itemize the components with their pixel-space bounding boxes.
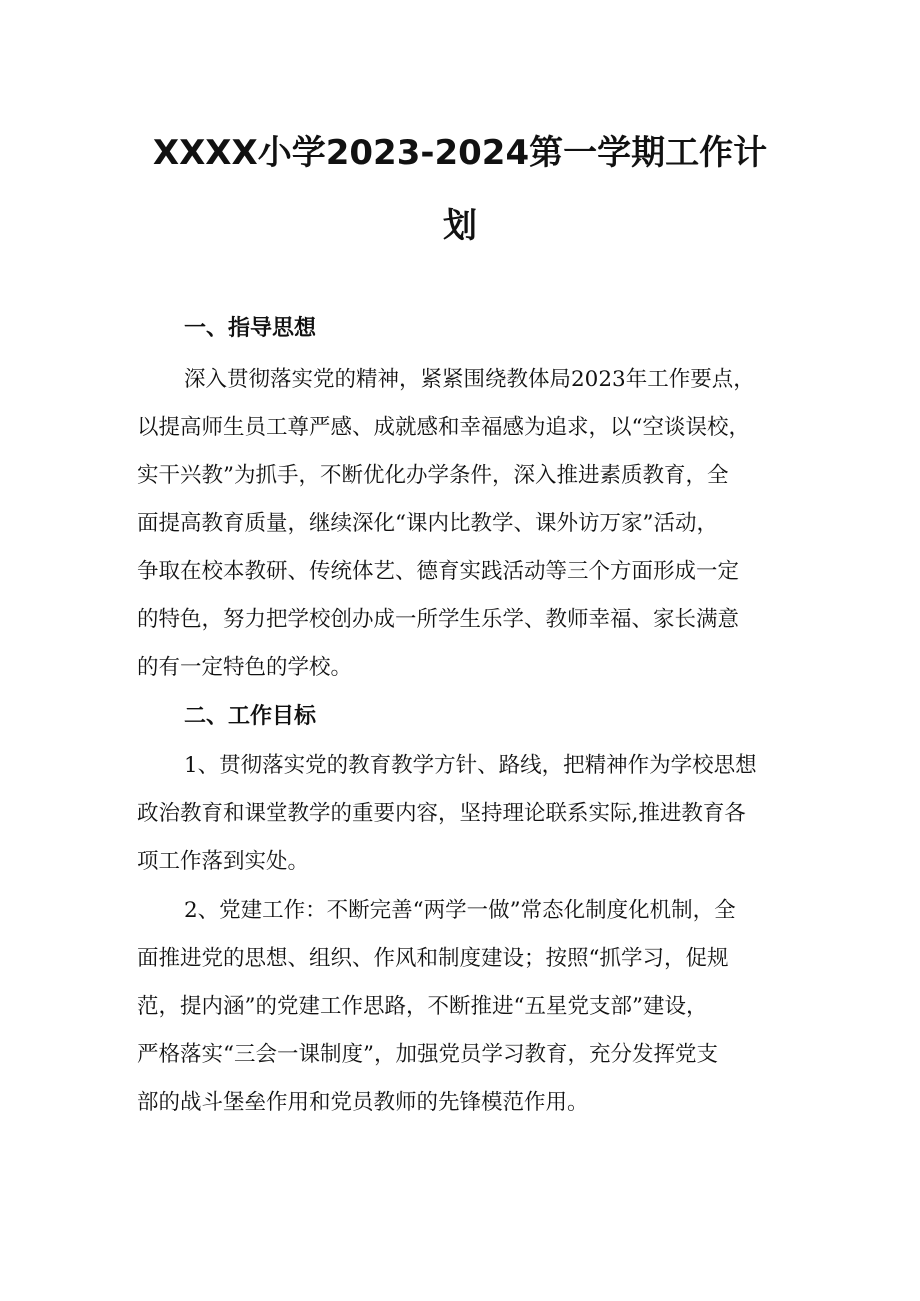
paragraph-line: 争取在校本教研、传统体艺、德育实践活动等三个方面形成一定 bbox=[137, 559, 740, 584]
paragraph-line: 严格落实“三会一课制度”，加强党员学习教育，充分发挥党支 bbox=[137, 1042, 718, 1067]
document-title-line-1: XXXX小学2023-2024第一学期工作计 bbox=[152, 133, 768, 173]
paragraph-line: 面推进党的思想、组织、作风和制度建设；按照“抓学习，促规 bbox=[137, 946, 729, 971]
paragraph-line: 面提高教育质量，继续深化“课内比教学、课外访万家”活动， bbox=[137, 511, 718, 536]
paragraph-line: 以提高师生员工尊严感、成就感和幸福感为追求，以“空谈误校， bbox=[137, 415, 750, 440]
section-heading-guiding-thought: 一、指导思想 bbox=[184, 316, 317, 341]
section-heading-work-goals: 二、工作目标 bbox=[184, 704, 317, 729]
paragraph-line: 项工作落到实处。 bbox=[137, 849, 310, 874]
paragraph-line: 2、党建工作：不断完善“两学一做”常态化制度化机制，全 bbox=[184, 898, 736, 923]
paragraph-line: 1、贯彻落实党的教育教学方针、路线，把精神作为学校思想 bbox=[184, 753, 757, 778]
paragraph-line: 的特色，努力把学校创办成一所学生乐学、教师幸福、家长满意 bbox=[137, 607, 740, 632]
paragraph-line: 部的战斗堡垒作用和党员教师的先锋模范作用。 bbox=[137, 1090, 589, 1115]
paragraph-line: 政治教育和课堂教学的重要内容，坚持理论联系实际,推进教育各 bbox=[137, 801, 746, 826]
paragraph-line: 实干兴教”为抓手，不断优化办学条件，深入推进素质教育，全 bbox=[137, 463, 729, 488]
document-title-line-2: 划 bbox=[443, 206, 477, 246]
paragraph-line: 范，提内涵”的党建工作思路，不断推进“五星党支部”建设， bbox=[137, 994, 708, 1019]
paragraph-line: 深入贯彻落实党的精神，紧紧围绕教体局2023年工作要点， bbox=[184, 367, 755, 392]
paragraph-line: 的有一定特色的学校。 bbox=[137, 655, 353, 680]
